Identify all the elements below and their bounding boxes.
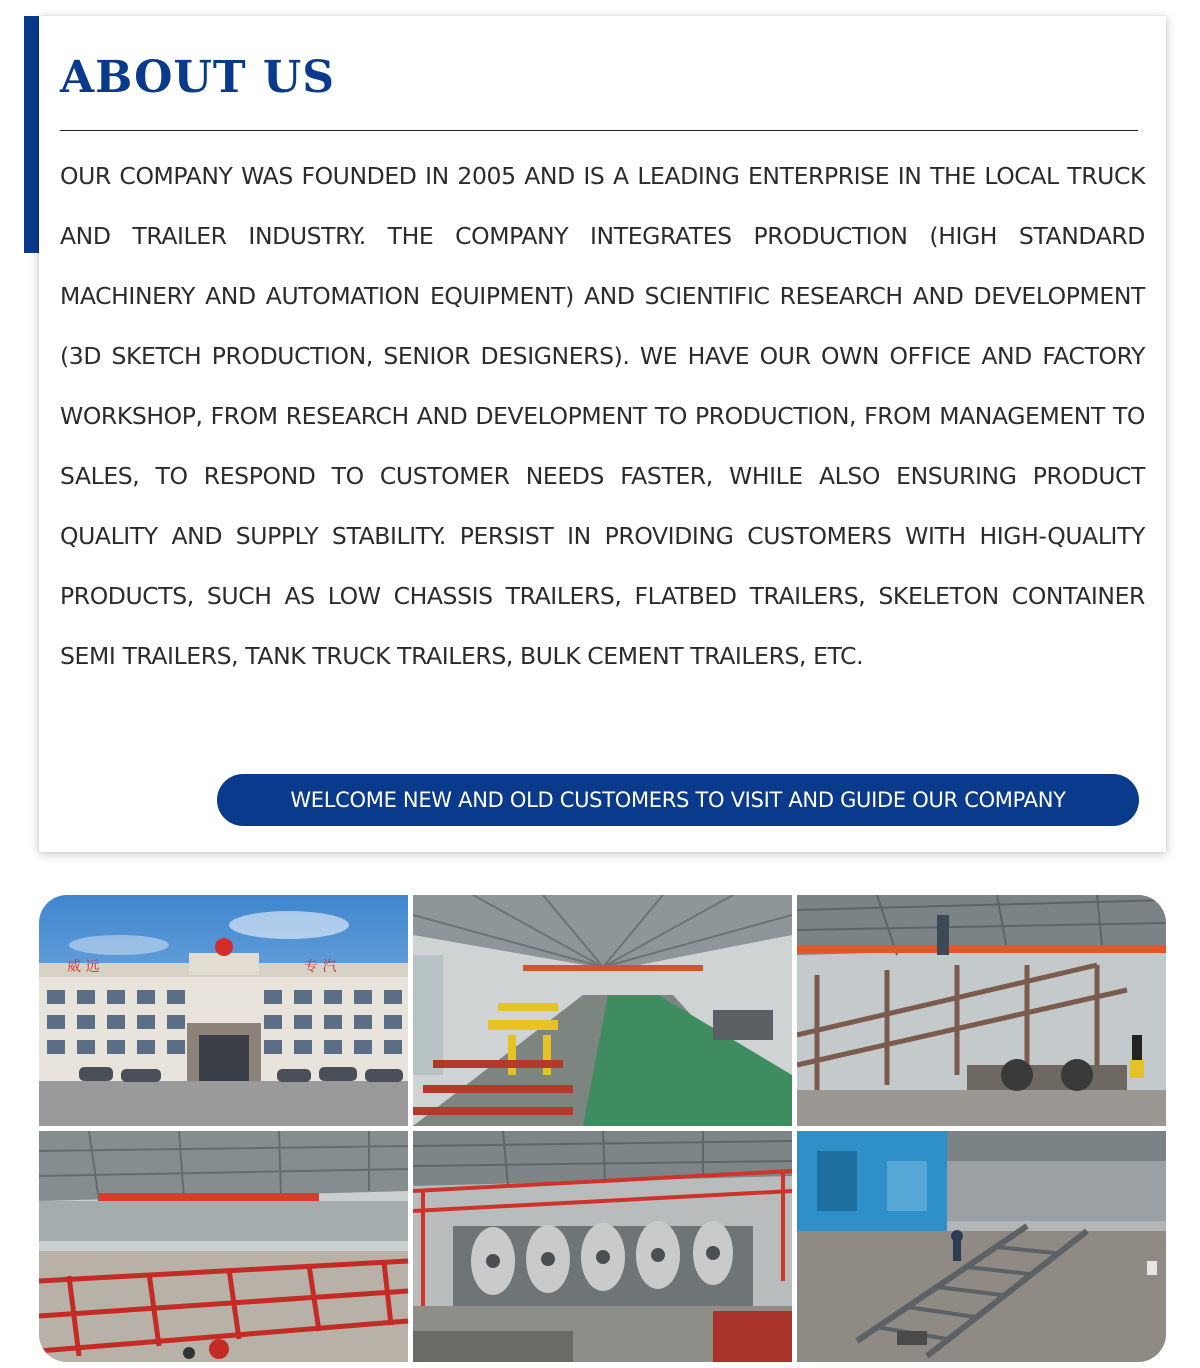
- welcome-banner: WELCOME NEW AND OLD CUSTOMERS TO VISIT AND GUIDE OUR COMPANY: [217, 774, 1139, 826]
- office-building-photo: [39, 895, 408, 1126]
- page-title: ABOUT US: [60, 52, 336, 103]
- company-description: OUR COMPANY WAS FOUNDED IN 2005 AND IS A LEADING ENTERPRISE IN THE LOCAL TRUCK AND TRAILER INDUSTRY. THE COMPANY INTEGRATES PRODUCTION (HIGH STANDARD MACHINERY AND AUTOMATION EQUIPMENT) AND SCIENTIFIC RESEARCH AND DEVELOPMENT (3D SKETCH PRODUCTION, SENIOR DESIGNERS). WE HAVE OUR OWN OFFICE AND FACTORY WORKSHOP, FROM RESEARCH AND DEVELOPMENT TO PRODUCTION, FROM MANAGEMENT TO SALES, TO RESPOND TO CUSTOMER NEEDS FASTER, WHILE ALSO ENSURING PRODUCT QUALITY AND SUPPLY STABILITY. PERSIST IN PROVIDING CUSTOMERS WITH HIGH-QUALITY PRODUCTS, SUCH AS LOW CHASSIS TRAILERS, FLATBED TRAILERS, SKELETON CONTAINER SEMI TRAILERS, TANK TRUCK TRAILERS, BULK CEMENT TRAILERS, ETC.: [60, 162, 1145, 670]
- title-divider: [60, 130, 1138, 131]
- about-card: [39, 16, 1166, 852]
- wheel-axle-production-photo: [413, 1131, 792, 1362]
- svg-text:专 汽: 专 汽: [304, 959, 337, 975]
- skeleton-chassis-welding-photo: [797, 1131, 1166, 1362]
- factory-photo-gallery: [39, 895, 1166, 1362]
- svg-text:威 远: 威 远: [67, 959, 100, 975]
- trailer-frame-assembly-photo: [797, 895, 1166, 1126]
- factory-workshop-aisle-photo: [413, 895, 792, 1126]
- red-trailer-frames-photo: [39, 1131, 408, 1362]
- accent-bar: [24, 16, 39, 253]
